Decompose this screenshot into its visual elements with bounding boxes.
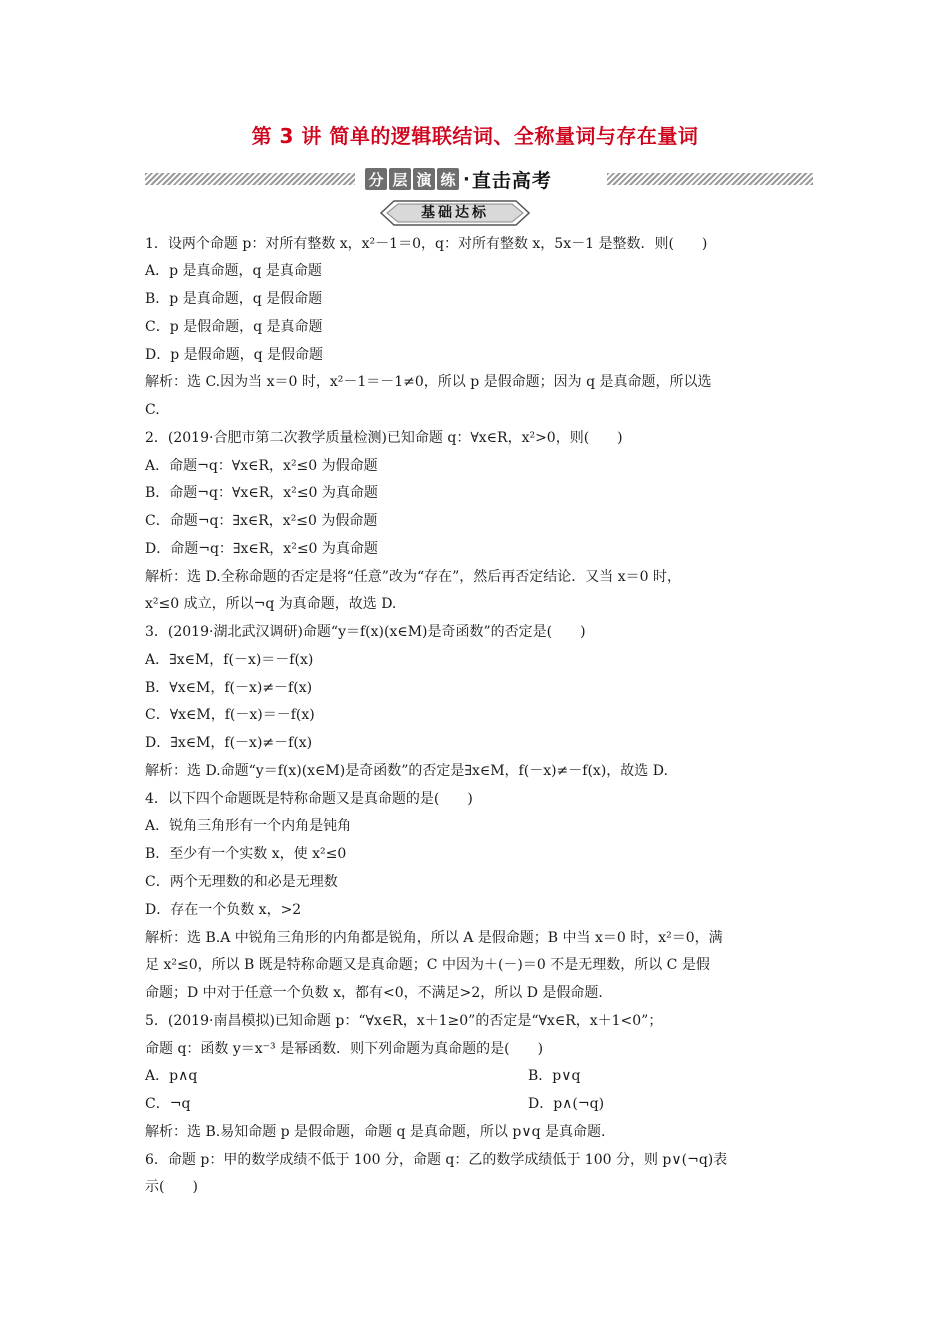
option-line: A．p∧q: [145, 1068, 198, 1084]
text-line: C.: [145, 402, 160, 418]
text-line: A．命题¬q：∀x∈R，x²≤0 为假命题: [145, 458, 378, 474]
text-line: A．∃x∈M，f(－x)＝－f(x): [145, 652, 314, 668]
text-line: 示( ): [145, 1179, 198, 1195]
banner-dot: ·: [463, 168, 470, 190]
text-line: 足 x²≤0，所以 B 既是特称命题又是真命题；C 中因为＋(－)＝0 不是无理数，所以 C 是假: [145, 957, 710, 973]
text-line: A．锐角三角形有一个内角是钝角: [145, 818, 352, 834]
text-line: 5．(2019·南昌模拟)已知命题 p：“∀x∈R，x＋1≥0”的否定是“∀x∈R，x＋1<0”；: [145, 1013, 663, 1029]
option-line: D．p∧(¬q): [528, 1096, 605, 1112]
banner-boxed-label: [365, 168, 461, 190]
text-line: A．p 是真命题，q 是真命题: [145, 263, 322, 279]
option-line: C．¬q: [145, 1096, 191, 1112]
banner-hatch-right: [607, 173, 813, 185]
text-line: 6．命题 p：甲的数学成绩不低于 100 分，命题 q：乙的数学成绩低于 100 分，则 p∨(¬q)表: [145, 1152, 728, 1168]
text-line: 解析：选 B.A 中锐角三角形的内角都是锐角，所以 A 是假命题；B 中当 x＝0 时，x²＝0，满: [145, 930, 723, 946]
text-line: D．∃x∈M，f(－x)≠－f(x): [145, 735, 313, 751]
text-line: D．存在一个负数 x，>2: [145, 902, 302, 918]
level-badge: [380, 200, 530, 226]
page-title: 第 3 讲 简单的逻辑联结词、全称量词与存在量词: [251, 124, 699, 148]
text-line: 解析：选 B.易知命题 p 是假命题，命题 q 是真命题，所以 p∨q 是真命题.: [145, 1124, 606, 1140]
text-line: C．p 是假命题，q 是真命题: [145, 319, 323, 335]
text-line: D．命题¬q：∃x∈R，x²≤0 为真命题: [145, 541, 378, 557]
text-line: 3．(2019·湖北武汉调研)命题“y＝f(x)(x∈M)是奇函数”的否定是( ): [145, 624, 586, 640]
banner-box-char: 分: [365, 168, 387, 190]
text-line: 1．设两个命题 p：对所有整数 x，x²－1＝0，q：对所有整数 x，5x－1 是整数．则( ): [145, 236, 708, 252]
section-banner: [145, 166, 813, 192]
text-line: 命题；D 中对于任意一个负数 x，都有<0，不满足>2，所以 D 是假命题.: [145, 985, 603, 1001]
text-line: B．至少有一个实数 x，使 x²≤0: [145, 846, 347, 862]
text-line: x²≤0 成立，所以¬q 为真命题，故选 D.: [145, 596, 397, 612]
text-line: 命题 q：函数 y＝x⁻³ 是幂函数．则下列命题为真命题的是( ): [145, 1041, 544, 1057]
text-line: B．命题¬q：∀x∈R，x²≤0 为真命题: [145, 485, 378, 501]
text-line: C．两个无理数的和必是无理数: [145, 874, 338, 890]
banner-hatch-left: [145, 173, 355, 185]
banner-subtitle: 直击高考: [471, 169, 552, 192]
badge-label: 基础达标: [421, 205, 489, 221]
banner-box-char: 练: [437, 168, 459, 190]
banner-text: [365, 166, 601, 192]
text-line: 解析：选 C.因为当 x＝0 时，x²－1＝－1≠0，所以 p 是假命题；因为 q 是真命题，所以选: [145, 374, 712, 390]
banner-box-char: 层: [389, 168, 411, 190]
text-line: B．p 是真命题，q 是假命题: [145, 291, 323, 307]
text-line: C．命题¬q：∃x∈R，x²≤0 为假命题: [145, 513, 378, 529]
option-line: B．p∨q: [528, 1068, 581, 1084]
banner-box-char: 演: [413, 168, 435, 190]
text-line: D．p 是假命题，q 是假命题: [145, 347, 324, 363]
text-line: 2．(2019·合肥市第二次教学质量检测)已知命题 q：∀x∈R，x²>0，则( ): [145, 430, 623, 446]
text-line: 4．以下四个命题既是特称命题又是真命题的是( ): [145, 791, 473, 807]
text-line: C．∀x∈M，f(－x)＝－f(x): [145, 707, 315, 723]
text-line: B．∀x∈M，f(－x)≠－f(x): [145, 680, 313, 696]
text-line: 解析：选 D.命题“y＝f(x)(x∈M)是奇函数”的否定是∃x∈M，f(－x)≠－f(x)，故选 D.: [145, 763, 668, 779]
text-line: 解析：选 D.全称命题的否定是将“任意”改为“存在”，然后再否定结论．又当 x＝0 时，: [145, 569, 681, 585]
